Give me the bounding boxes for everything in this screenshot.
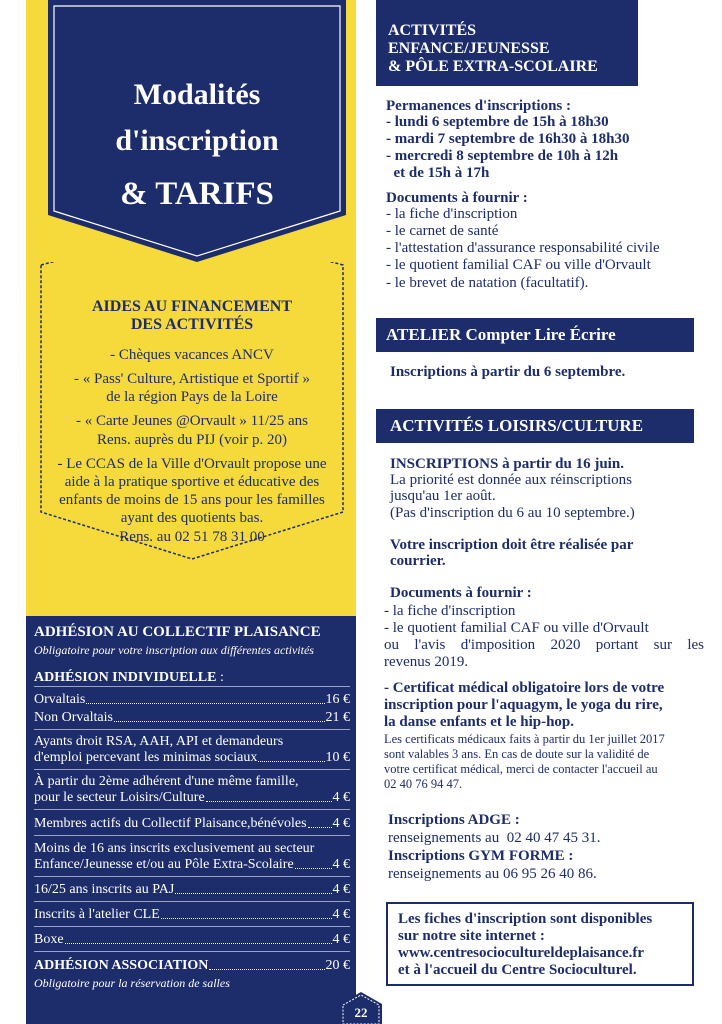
adge-heading: Inscriptions ADGE : [388, 812, 520, 828]
price-row: Boxe 4 € [34, 932, 350, 947]
price-row: Orvaltais 16 € [34, 692, 350, 707]
membership-heading: ADHÉSION AU COLLECTIF PLAISANCE [34, 624, 321, 640]
aids-item: - « Pass' Culture, Artistique et Sportif » [73, 371, 311, 387]
loisirs-doc-item: - la fiche d'inscription [384, 603, 516, 619]
individual-heading: ADHÉSION INDIVIDUELLE : [34, 670, 224, 685]
divider [34, 926, 350, 927]
loisirs-courier-line: Votre inscription doit être réalisée par [390, 537, 634, 553]
aids-item: Rens. auprès du PIJ (voir p. 20) [97, 432, 287, 448]
enfance-doc-item: - l'attestation d'assurance responsabilité civile [386, 240, 660, 256]
perm-heading: Permanences d'inscriptions : [386, 98, 571, 114]
aids-heading-line-2: DES ACTIVITÉS [130, 316, 254, 333]
perm-line: et de 15h à 17h [386, 165, 490, 181]
price-row: Enfance/Jeunesse et/ou au Pôle Extra-Scolaire 4 € [34, 857, 350, 872]
divider [34, 769, 350, 770]
enfance-header-line-1: ACTIVITÉS [388, 22, 477, 39]
cert-line: la danse enfants et le hip-hop. [384, 714, 575, 730]
enfance-header-line-3: & PÔLE EXTRA-SCOLAIRE [388, 58, 598, 75]
perm-line: - mercredi 8 septembre de 10h à 12h [386, 148, 619, 164]
enfance-header [376, 0, 638, 86]
divider [34, 951, 350, 952]
aids-item: aide à la pratique sportive et éducative des [64, 474, 320, 490]
aids-item: enfants de moins de 15 ans pour les familles [59, 492, 325, 508]
divider [34, 729, 350, 730]
page-number-badge [340, 992, 382, 1024]
loisirs-docs-heading: Documents à fournir : [390, 585, 532, 601]
website-box [386, 902, 694, 986]
aids-item: de la région Pays de la Loire [106, 389, 278, 405]
loisirs-insc-line: La priorité est donnée aux réinscriptions [390, 472, 633, 488]
enfance-doc-item: - la fiche d'inscription [386, 206, 518, 222]
cert-note-line: sont valables 3 ans. En cas de doute sur la validité de [384, 747, 650, 761]
loisirs-doc-item: - le quotient familial CAF ou ville d'Orvault [384, 620, 649, 636]
enfance-doc-item: - le carnet de santé [386, 223, 499, 239]
website-line: sur notre site internet : [398, 928, 545, 944]
divider [34, 835, 350, 836]
loisirs-doc-item: ou l'avis d'imposition 2020 portant sur les [384, 637, 704, 653]
atelier-header-text: ATELIER Compter Lire Écrire [386, 325, 616, 344]
price-row: d'emploi percevant les minimas sociaux 10 € [34, 750, 350, 765]
perm-line: - lundi 6 septembre de 15h à 18h30 [386, 114, 609, 130]
loisirs-doc-item: revenus 2019. [384, 654, 469, 670]
website-line: Les fiches d'inscription sont disponibles [398, 911, 653, 927]
loisirs-courier-line: courrier. [390, 553, 446, 569]
aids-item: - « Carte Jeunes @Orvault » 11/25 ans [76, 413, 308, 429]
price-row: 16/25 ans inscrits au PAJ 4 € [34, 882, 350, 897]
divider [34, 901, 350, 902]
cert-line: - Certificat médical obligatoire lors de votre [384, 680, 665, 696]
website-url[interactable]: www.centresociocultureldeplaisance.fr [398, 945, 645, 961]
aids-item: ayant des quotients bas. [120, 510, 264, 526]
title-line-1: Modalités [133, 78, 261, 111]
cert-line: inscription pour l'aquagym, le yoga du rire, [384, 697, 663, 713]
association-row: ADHÉSION ASSOCIATION 20 € [34, 958, 350, 973]
title-banner [48, 0, 346, 265]
enfance-doc-item: - le quotient familial CAF ou ville d'Orvault [386, 257, 651, 273]
enfance-docs-heading: Documents à fournir : [386, 190, 528, 206]
adge-text: renseignements au 02 40 47 45 31. [388, 830, 601, 846]
loisirs-insc-line: jusqu'au 1er août. [390, 488, 496, 504]
price-row: Membres actifs du Collectif Plaisance,bénévoles 4 € [34, 816, 350, 831]
divider [34, 876, 350, 877]
gym-heading: Inscriptions GYM FORME : [388, 848, 574, 864]
atelier-header [376, 318, 694, 352]
title-line-2: d'inscription [115, 124, 279, 157]
enfance-header-line-2: ENFANCE/JEUNESSE [388, 40, 550, 57]
loisirs-header [376, 409, 694, 443]
divider [34, 686, 350, 687]
aids-item: - Chèques vacances ANCV [110, 347, 274, 363]
aids-item: - Le CCAS de la Ville d'Orvault propose une [57, 456, 327, 472]
perm-line: - mardi 7 septembre de 16h30 à 18h30 [386, 131, 630, 147]
title-line-3: & TARIFS [120, 176, 274, 212]
loisirs-insc-heading: INSCRIPTIONS à partir du 16 juin. [390, 456, 624, 472]
cert-note-line: Les certificats médicaux faits à partir du 1er juillet 2017 [384, 732, 665, 746]
divider [34, 809, 350, 810]
price-row-label-line: Ayants droit RSA, AAH, API et demandeurs [34, 734, 284, 749]
price-row-label-line: À partir du 2ème adhérent d'une même famille, [34, 774, 299, 789]
price-row: Inscrits à l'atelier CLE 4 € [34, 907, 350, 922]
enfance-doc-item: - le brevet de natation (facultatif). [386, 275, 589, 291]
loisirs-header-text: ACTIVITÉS LOISIRS/CULTURE [390, 416, 644, 435]
atelier-text: Inscriptions à partir du 6 septembre. [390, 364, 626, 380]
aids-item: Rens. au 02 51 78 31 00 [119, 529, 265, 545]
aids-heading-line-1: AIDES AU FINANCEMENT [91, 298, 293, 315]
website-line: et à l'accueil du Centre Socioculturel. [398, 962, 637, 978]
gym-text: renseignements au 06 95 26 40 86. [388, 866, 597, 882]
membership-box [26, 616, 356, 1024]
price-row-label-line: Moins de 16 ans inscrits exclusivement au secteur [34, 841, 315, 856]
aids-box [38, 262, 346, 562]
cert-note-line: votre certificat médical, merci de contacter l'accueil au [384, 762, 658, 776]
price-row: Non Orvaltais 21 € [34, 710, 350, 725]
loisirs-insc-line: (Pas d'inscription du 6 au 10 septembre.) [390, 505, 635, 521]
membership-subheading: Obligatoire pour votre inscription aux différentes activités [34, 643, 314, 657]
association-note: Obligatoire pour la réservation de salles [34, 976, 230, 990]
cert-note-line: 02 40 76 94 47. [384, 777, 463, 791]
page-number: 22 [354, 1005, 368, 1020]
price-row: pour le secteur Loisirs/Culture 4 € [34, 790, 350, 805]
